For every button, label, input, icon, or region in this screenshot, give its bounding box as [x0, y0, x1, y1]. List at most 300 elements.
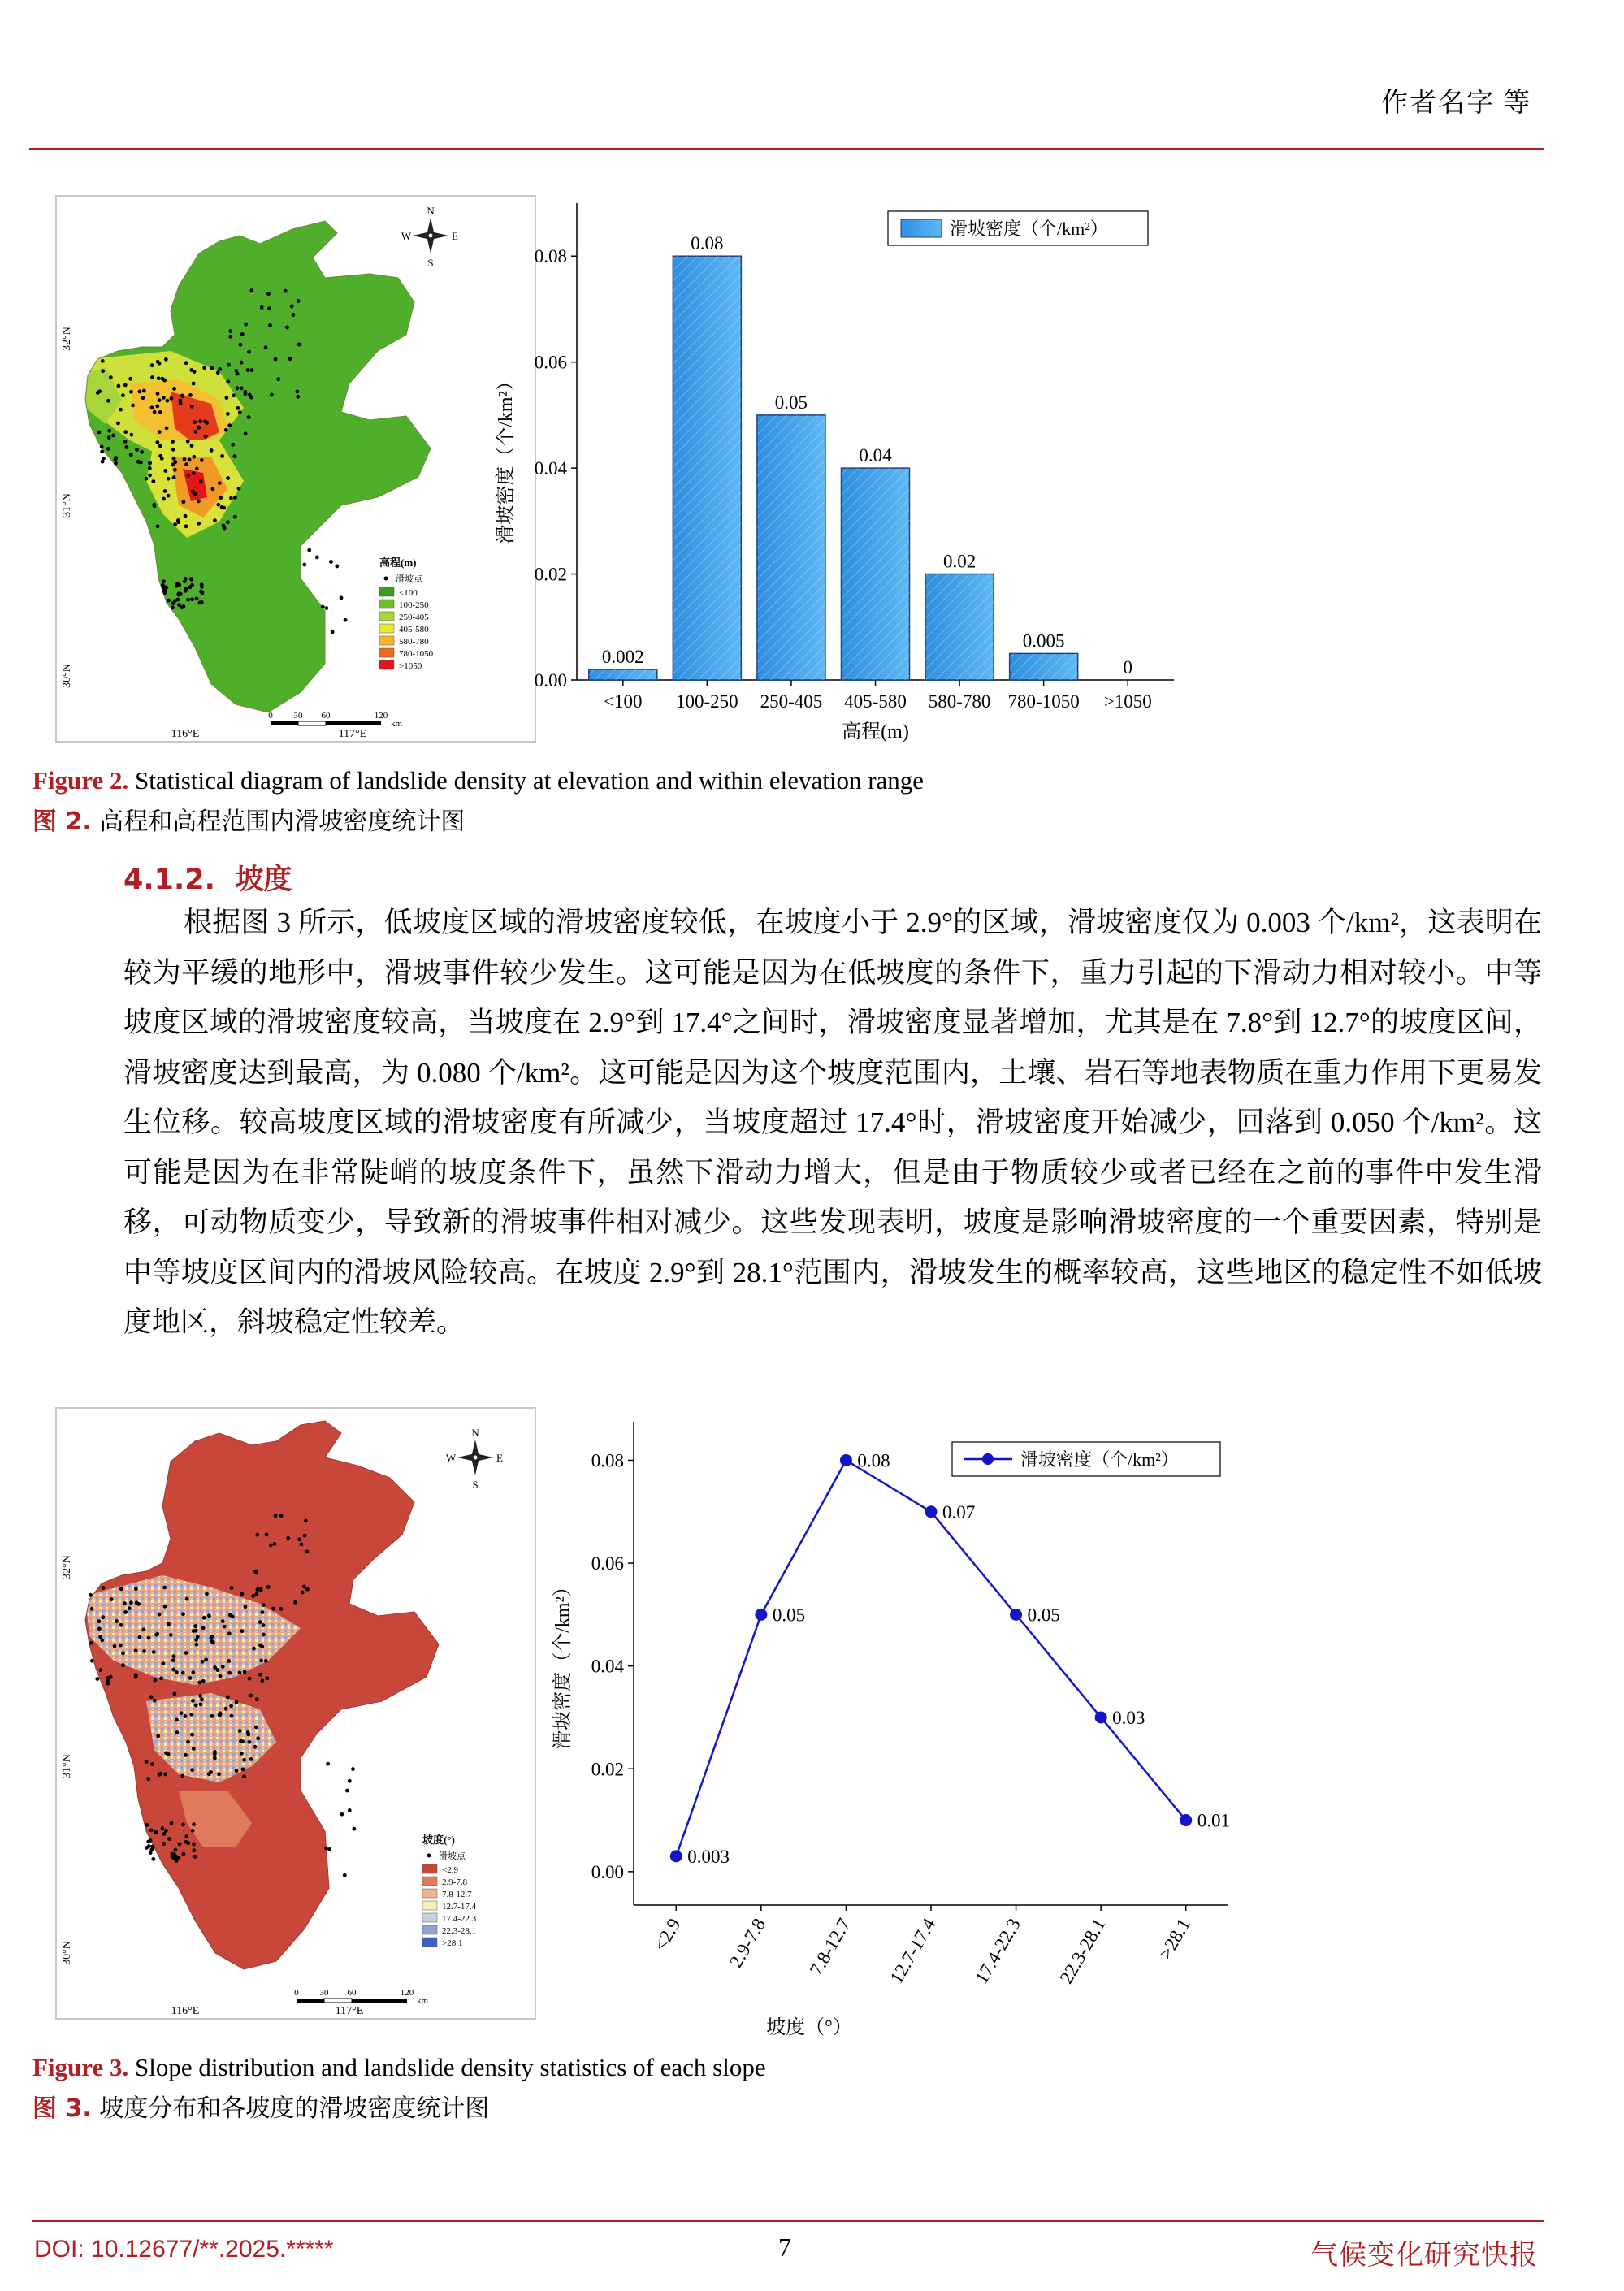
elevation-map-graphic [57, 197, 535, 741]
landslide-point [160, 457, 164, 461]
landslide-point [156, 1734, 160, 1739]
landslide-point [90, 1607, 94, 1611]
landslide-point [152, 503, 156, 507]
bar-value-label: 0.04 [859, 445, 892, 466]
landslide-point [352, 1827, 356, 1831]
landslide-point [227, 1631, 232, 1635]
landslide-point [307, 548, 311, 552]
landslide-point [327, 1847, 331, 1851]
landslide-point [233, 496, 237, 500]
landslide-point [194, 1629, 198, 1633]
landslide-point [344, 618, 348, 622]
landslide-point [171, 1658, 175, 1662]
landslide-point [201, 1660, 205, 1664]
landslide-point [188, 393, 193, 397]
landslide-point [286, 1536, 290, 1540]
landslide-point [194, 1638, 198, 1642]
landslide-point [300, 1542, 304, 1546]
legend-swatch [901, 219, 942, 237]
landslide-point [326, 1762, 330, 1766]
landslide-point [95, 1677, 99, 1681]
landslide-point [193, 420, 197, 424]
x-tick-label: 405-580 [844, 691, 907, 712]
landslide-point [134, 1587, 138, 1591]
landslide-point [325, 606, 329, 610]
landslide-point [264, 345, 268, 349]
svg-text:E: E [452, 230, 458, 242]
landslide-point [146, 1840, 150, 1844]
x-tick-label: 250-405 [760, 691, 823, 712]
landslide-point [171, 448, 175, 452]
point-value-label: 0.05 [772, 1605, 806, 1626]
chart-legend [952, 1442, 1220, 1476]
landslide-point [199, 479, 203, 483]
svg-text:0: 0 [268, 711, 273, 721]
landslide-point [240, 361, 244, 365]
landslide-point [181, 1612, 185, 1616]
svg-text:60: 60 [321, 711, 331, 721]
y-tick-label: 0.00 [591, 1861, 624, 1882]
landslide-point [172, 457, 176, 461]
landslide-point [221, 1665, 225, 1669]
landslide-point [192, 455, 196, 459]
header-divider [29, 148, 1544, 150]
landslide-point [164, 1829, 168, 1833]
landslide-point [180, 394, 184, 398]
doi-link[interactable]: DOI: 10.12677/**.2025.***** [34, 2236, 334, 2263]
landslide-point [101, 369, 105, 373]
elevation-map [55, 195, 536, 743]
landslide-point [305, 1587, 310, 1592]
figure2-caption-cn [32, 801, 465, 837]
landslide-point [181, 1823, 185, 1827]
legend-marker [982, 1453, 994, 1465]
landslide-point [303, 1534, 307, 1538]
landslide-point [181, 500, 185, 504]
landslide-point [218, 1711, 222, 1715]
bar-value-label: 0 [1123, 657, 1132, 678]
landslide-point [210, 487, 214, 491]
landslide-point [141, 1627, 145, 1631]
landslide-point [238, 1729, 242, 1733]
landslide-point [148, 461, 152, 466]
landslide-point [226, 476, 230, 480]
legend-label: 250-405 [399, 613, 429, 622]
legend-label: >1050 [399, 661, 422, 671]
landslide-point [251, 1594, 255, 1598]
landslide-point [193, 1624, 197, 1628]
bar-hatch [925, 574, 994, 680]
landslide-point [198, 419, 202, 423]
landslide-point [191, 490, 195, 494]
landslide-point [240, 386, 244, 390]
x-tick-label: >28.1 [1154, 1915, 1195, 1963]
landslide-point [151, 1857, 155, 1861]
landslide-point [173, 468, 177, 472]
landslide-point [254, 1725, 258, 1729]
legend-swatch [379, 660, 394, 669]
landslide-point [153, 410, 157, 414]
landslide-point [121, 393, 125, 397]
landslide-point [158, 1613, 162, 1617]
landslide-point [184, 1840, 188, 1844]
landslide-point [151, 479, 155, 483]
landslide-point [155, 405, 159, 409]
landslide-point [192, 1843, 196, 1847]
landslide-point [297, 1537, 301, 1541]
svg-text:120: 120 [400, 1988, 414, 1998]
landslide-point [162, 590, 167, 594]
legend-label: 滑坡密度（个/km²） [950, 219, 1108, 239]
landslide-point [258, 1644, 262, 1648]
data-point [925, 1505, 938, 1518]
bar-hatch [757, 415, 825, 680]
landslide-point [186, 1740, 190, 1744]
landslide-point [249, 1694, 253, 1698]
bar-value-label: 0.002 [601, 646, 644, 667]
landslide-point [115, 1619, 119, 1623]
landslide-point [261, 1610, 265, 1614]
landslide-point [335, 565, 339, 569]
landslide-point [181, 1671, 185, 1675]
legend-swatch [422, 1913, 437, 1922]
landslide-point [119, 1587, 123, 1591]
landslide-point [167, 477, 171, 481]
landslide-point [249, 288, 253, 292]
landslide-point [170, 1821, 174, 1825]
landslide-point [292, 313, 296, 317]
landslide-point [188, 457, 192, 461]
data-point [1010, 1609, 1022, 1621]
landslide-point [184, 1834, 188, 1838]
legend-label: 滑坡密度（个/km²） [1020, 1449, 1179, 1470]
landslide-point [267, 306, 271, 310]
landslide-point [131, 404, 135, 408]
legend-swatch [422, 1938, 437, 1947]
landslide-point [201, 591, 205, 595]
landslide-point [100, 450, 104, 454]
bar-hatch [673, 256, 741, 680]
landslide-point [158, 410, 162, 414]
landslide-point [264, 1659, 268, 1663]
landslide-point [153, 1678, 157, 1683]
landslide-point [274, 357, 278, 362]
landslide-point [141, 396, 145, 400]
landslide-point [134, 1675, 138, 1679]
svg-text:60: 60 [347, 1988, 357, 1998]
landslide-point [163, 1605, 167, 1609]
landslide-point [89, 1641, 93, 1645]
landslide-point [189, 1713, 193, 1717]
landslide-point [231, 443, 235, 447]
x-tick-label: 2.9-7.8 [725, 1915, 770, 1971]
landslide-point [207, 1613, 211, 1618]
landslide-point [197, 500, 201, 504]
landslide-point [157, 376, 161, 380]
landslide-point [107, 435, 111, 440]
landslide-point [223, 1625, 227, 1629]
landslide-point [160, 1826, 164, 1830]
y-tick-label: 0.06 [591, 1553, 624, 1574]
landslide-point [155, 440, 159, 444]
legend-label: 12.7-17.4 [442, 1902, 477, 1912]
landslide-point [254, 1592, 258, 1596]
landslide-point [233, 515, 237, 519]
landslide-point [302, 1585, 306, 1589]
landslide-point [117, 384, 121, 388]
landslide-point [262, 1623, 266, 1627]
landslide-point [295, 390, 299, 394]
landslide-point [197, 522, 201, 526]
landslide-point [167, 494, 171, 498]
landslide-point [242, 1774, 246, 1778]
landslide-point [235, 1700, 239, 1704]
y-tick-label: 0.08 [534, 246, 567, 267]
landslide-point [101, 359, 105, 363]
landslide-point [258, 1620, 262, 1624]
landslide-point [247, 415, 251, 419]
legend-label: 580-780 [399, 637, 429, 647]
landslide-point [228, 1613, 232, 1618]
landslide-point [167, 599, 171, 603]
landslide-point [171, 440, 175, 444]
landslide-point [147, 1636, 151, 1640]
landslide-point [153, 1699, 157, 1703]
landslide-point [113, 457, 117, 461]
landslide-point [97, 1626, 102, 1631]
svg-text:S: S [427, 257, 434, 269]
landslide-point [197, 1681, 201, 1685]
svg-text:S: S [472, 1479, 479, 1491]
landslide-point [149, 405, 154, 409]
running-header-author: 作者名字 等 [1381, 89, 1532, 118]
landslide-point [123, 1610, 128, 1614]
landslide-point [248, 393, 252, 397]
landslide-point [101, 1615, 105, 1619]
landslide-point [235, 1769, 239, 1773]
slope-legend [422, 1834, 477, 1948]
landslide-point [340, 595, 344, 600]
landslide-point [216, 503, 220, 507]
landslide-point [171, 462, 175, 466]
lat-label-30: 30°N [61, 664, 73, 688]
landslide-point [324, 1846, 328, 1850]
landslide-point [184, 1651, 188, 1655]
landslide-point [177, 603, 181, 607]
svg-text:km: km [391, 719, 403, 729]
legend-swatch [379, 612, 394, 621]
landslide-point [210, 366, 214, 370]
landslide-point [193, 492, 197, 496]
landslide-point [161, 1661, 165, 1665]
bar-hatch [589, 669, 657, 680]
landslide-point [190, 597, 194, 601]
landslide-point [190, 444, 194, 448]
landslide-point [249, 1757, 253, 1761]
landslide-point [101, 460, 105, 464]
landslide-point [234, 369, 238, 373]
x-axis-title: 坡度（°） [766, 2017, 852, 2038]
landslide-point [213, 1750, 217, 1754]
landslide-point [191, 1670, 195, 1674]
landslide-point [260, 305, 264, 310]
landslide-point [164, 357, 168, 362]
landslide-point [119, 408, 123, 412]
landslide-point [200, 1697, 204, 1701]
landslide-point [106, 447, 110, 451]
journal-name: 气候变化研究快报 [1310, 2241, 1538, 2271]
svg-text:km: km [417, 1996, 429, 2006]
landslide-point [237, 1670, 241, 1674]
landslide-point [121, 1663, 125, 1667]
landslide-point [134, 1648, 138, 1652]
bar-hatch [1010, 653, 1078, 680]
landslide-point [228, 335, 232, 339]
landslide-point [102, 1586, 106, 1590]
x-tick-label: 22.3-28.1 [1055, 1915, 1110, 1987]
landslide-point [222, 506, 226, 510]
landslide-point [109, 375, 113, 379]
landslide-point [154, 1830, 158, 1834]
landslide-point [154, 1633, 158, 1637]
lat-label-31: 31°N [61, 1754, 73, 1778]
landslide-point [290, 305, 294, 309]
landslide-point [99, 1668, 103, 1672]
elevation-density-bar-chart [479, 195, 1202, 764]
landslide-point [156, 392, 160, 396]
landslide-point [162, 579, 166, 583]
landslide-point [213, 1756, 217, 1760]
landslide-point [197, 426, 201, 430]
landslide-point [158, 430, 162, 434]
landslide-point [250, 368, 254, 372]
landslide-point [226, 520, 230, 524]
landslide-point [218, 367, 222, 371]
landslide-point [210, 1714, 214, 1718]
landslide-point [175, 1856, 179, 1860]
point-value-label: 0.03 [1112, 1707, 1145, 1728]
landslide-point [124, 445, 128, 449]
landslide-point [192, 1747, 196, 1751]
landslide-point [266, 292, 271, 296]
landslide-point [198, 1694, 202, 1698]
bar-chart-svg [479, 195, 1202, 764]
landslide-point [109, 1675, 113, 1679]
landslide-point [331, 630, 335, 634]
figure3-caption-label-en: Figure 3. [32, 2053, 129, 2081]
lon-label-117: 117°E [335, 2005, 364, 2017]
landslide-point [119, 1623, 123, 1627]
landslide-point [195, 466, 199, 470]
landslide-point [279, 1607, 283, 1611]
landslide-point [262, 1633, 266, 1637]
landslide-point [193, 430, 197, 434]
figure2-caption-text-en: Statistical diagram of landslide density at elevation and within elevation range [128, 766, 925, 795]
landslide-point [270, 393, 274, 397]
landslide-point [172, 387, 176, 391]
landslide-point [200, 582, 204, 587]
scale-bar [268, 711, 402, 729]
landslide-point [340, 1812, 344, 1817]
north-arrow-icon [446, 1427, 503, 1491]
landslide-point [176, 518, 180, 522]
landslide-point [140, 450, 144, 454]
x-axis-title: 高程(m) [842, 721, 909, 743]
landslide-point [187, 474, 191, 478]
landslide-point [142, 1649, 146, 1653]
landslide-point [228, 329, 232, 333]
y-tick-label: 0.04 [591, 1656, 624, 1677]
landslide-point [297, 343, 301, 347]
landslide-point [193, 1855, 197, 1859]
landslide-point [162, 497, 166, 501]
landslide-point [135, 448, 139, 452]
landslide-point [237, 487, 241, 491]
landslide-point [227, 363, 231, 367]
landslide-point [167, 1622, 171, 1626]
landslide-point [173, 522, 177, 526]
landslide-point [192, 471, 196, 475]
landslide-point [149, 1695, 154, 1699]
landslide-point [218, 481, 222, 485]
lat-label-30: 30°N [61, 1941, 73, 1965]
landslide-point [204, 1657, 208, 1661]
landslide-point [276, 377, 280, 381]
landslide-point [111, 434, 115, 438]
lon-label-116: 116°E [171, 2005, 200, 2017]
section-number: 4.1.2. [123, 864, 215, 896]
landslide-point [296, 395, 300, 399]
landslide-point [106, 1682, 110, 1686]
data-point [1095, 1711, 1107, 1723]
landslide-point [273, 1542, 277, 1546]
landslide-point [240, 1592, 244, 1596]
landslide-point [230, 1714, 234, 1718]
landslide-point [119, 1644, 123, 1648]
figure2-caption-text-cn: 高程和高程范围内滑坡密度统计图 [91, 808, 466, 836]
figure2-caption-en [32, 766, 924, 795]
point-value-label: 0.01 [1197, 1810, 1230, 1831]
svg-text:120: 120 [374, 711, 388, 721]
legend-swatch [379, 587, 394, 596]
landslide-point [145, 1760, 149, 1764]
landslide-point [204, 435, 208, 439]
footer-divider [32, 2220, 1544, 2222]
landslide-point [97, 431, 102, 435]
legend-label: 7.8-12.7 [442, 1890, 472, 1899]
landslide-point [302, 563, 306, 567]
y-tick-label: 0.06 [534, 352, 567, 373]
svg-text:W: W [445, 1452, 457, 1464]
y-axis-title: 滑坡密度（个/km²） [496, 371, 517, 544]
landslide-point [191, 1699, 195, 1703]
landslide-point [100, 1638, 104, 1642]
svg-text:30: 30 [319, 1988, 329, 1998]
landslide-point [167, 1837, 171, 1841]
landslide-point [192, 1848, 196, 1852]
x-tick-label: <2.9 [650, 1915, 685, 1955]
landslide-point [114, 461, 118, 466]
landslide-point [162, 396, 166, 400]
landslide-point [96, 391, 100, 395]
data-point [670, 1850, 682, 1862]
landslide-point [202, 366, 206, 370]
landslide-point [172, 1692, 176, 1696]
data-point [1180, 1814, 1192, 1826]
legend-swatch [422, 1877, 437, 1886]
landslide-point [304, 1519, 308, 1523]
landslide-point [241, 1767, 245, 1771]
